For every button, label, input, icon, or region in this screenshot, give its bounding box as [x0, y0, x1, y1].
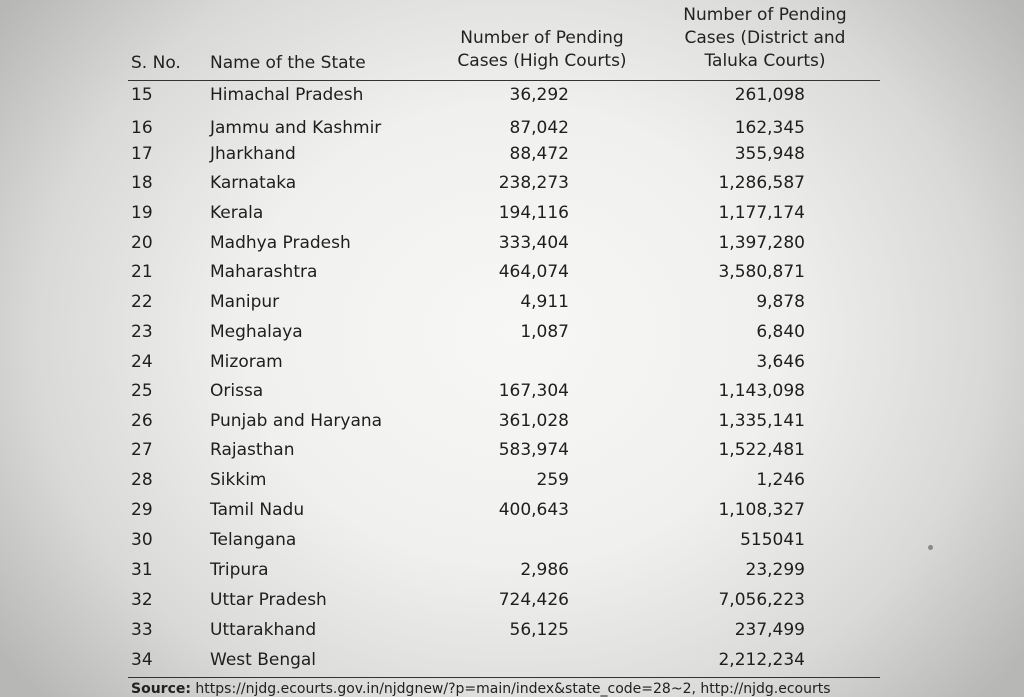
row-sno: 27 — [131, 440, 153, 460]
row-state-name: Mizoram — [210, 352, 283, 372]
row-state-name: Rajasthan — [210, 440, 295, 460]
row-district-courts: 7,056,223 — [718, 590, 805, 610]
row-sno: 21 — [131, 262, 153, 282]
row-state-name: Punjab and Haryana — [210, 411, 383, 431]
row-sno: 32 — [131, 590, 153, 610]
table-row — [0, 319, 1024, 345]
row-district-courts: 1,335,141 — [718, 411, 805, 431]
table-row — [0, 115, 1024, 141]
row-sno: 28 — [131, 470, 153, 490]
row-sno: 23 — [131, 322, 153, 342]
row-state-name: Meghalaya — [210, 322, 303, 342]
header-high-courts-line2: Cases (High Courts) — [457, 51, 627, 71]
row-high-courts: 2,986 — [520, 560, 569, 580]
row-district-courts: 355,948 — [734, 144, 805, 164]
table-row — [0, 437, 1024, 463]
row-state-name: Tamil Nadu — [210, 500, 305, 520]
header-high-courts-line1: Number of Pending — [460, 28, 624, 48]
table-row — [0, 230, 1024, 256]
row-district-courts: 1,108,327 — [718, 500, 805, 520]
row-sno: 26 — [131, 411, 153, 431]
row-state-name: Jharkhand — [210, 144, 296, 164]
header-district-line3: Taluka Courts) — [704, 51, 826, 71]
row-sno: 15 — [131, 85, 153, 105]
row-high-courts: 400,643 — [498, 500, 569, 520]
header-sno: S. No. — [131, 53, 181, 73]
row-state-name: Himachal Pradesh — [210, 85, 364, 105]
row-sno: 16 — [131, 118, 153, 138]
row-district-courts: 6,840 — [756, 322, 805, 342]
row-sno: 29 — [131, 500, 153, 520]
row-state-name: Sikkim — [210, 470, 267, 490]
row-sno: 24 — [131, 352, 153, 372]
row-state-name: Karnataka — [210, 173, 297, 193]
row-state-name: Tripura — [210, 560, 269, 580]
row-sno: 25 — [131, 381, 153, 401]
table-row — [0, 170, 1024, 196]
row-district-courts: 2,212,234 — [718, 650, 805, 670]
row-high-courts: 724,426 — [498, 590, 569, 610]
row-district-courts: 23,299 — [745, 560, 805, 580]
row-district-courts: 3,580,871 — [718, 262, 805, 282]
table-row — [0, 141, 1024, 167]
table-row — [0, 349, 1024, 375]
row-state-name: Telangana — [210, 530, 297, 550]
row-district-courts: 515041 — [740, 530, 805, 550]
row-state-name: Maharashtra — [210, 262, 318, 282]
row-district-courts: 3,646 — [756, 352, 805, 372]
table-row — [0, 467, 1024, 493]
table-row — [0, 378, 1024, 404]
row-state-name: Orissa — [210, 381, 264, 401]
row-state-name: Uttar Pradesh — [210, 590, 327, 610]
row-state-name: Uttarakhand — [210, 620, 317, 640]
header-state-name: Name of the State — [210, 53, 366, 73]
table-row — [0, 497, 1024, 523]
row-district-courts: 1,286,587 — [718, 173, 805, 193]
row-state-name: Kerala — [210, 203, 264, 223]
row-sno: 22 — [131, 292, 153, 312]
footer-rule — [128, 677, 880, 678]
row-sno: 20 — [131, 233, 153, 253]
table-row — [0, 617, 1024, 643]
row-sno: 30 — [131, 530, 153, 550]
row-high-courts: 194,116 — [498, 203, 569, 223]
row-sno: 19 — [131, 203, 153, 223]
row-high-courts: 1,087 — [520, 322, 569, 342]
row-high-courts: 583,974 — [498, 440, 569, 460]
row-sno: 33 — [131, 620, 153, 640]
row-high-courts: 36,292 — [509, 85, 569, 105]
table-row — [0, 82, 1024, 108]
row-high-courts: 361,028 — [498, 411, 569, 431]
table-row — [0, 647, 1024, 673]
row-state-name: Madhya Pradesh — [210, 233, 351, 253]
table-row — [0, 557, 1024, 583]
row-high-courts: 333,404 — [498, 233, 569, 253]
row-district-courts: 9,878 — [756, 292, 805, 312]
header-district-line1: Number of Pending — [683, 5, 847, 25]
table-row — [0, 200, 1024, 226]
source-label: Source: — [131, 681, 191, 697]
row-district-courts: 162,345 — [734, 118, 805, 138]
row-district-courts: 237,499 — [734, 620, 805, 640]
row-state-name: Jammu and Kashmir — [210, 118, 382, 138]
row-high-courts: 167,304 — [498, 381, 569, 401]
dust-speck — [928, 545, 933, 550]
row-sno: 18 — [131, 173, 153, 193]
row-high-courts: 464,074 — [498, 262, 569, 282]
row-high-courts: 87,042 — [509, 118, 569, 138]
row-high-courts: 259 — [536, 470, 569, 490]
source-text: https://njdg.ecourts.gov.in/njdgnew/?p=main/index&state_code=28~2, http://njdg.ecourts — [195, 681, 831, 697]
table-row — [0, 527, 1024, 553]
row-district-courts: 1,143,098 — [718, 381, 805, 401]
row-district-courts: 1,522,481 — [718, 440, 805, 460]
row-state-name: Manipur — [210, 292, 280, 312]
table-row — [0, 587, 1024, 613]
row-district-courts: 261,098 — [734, 85, 805, 105]
source-note — [131, 681, 891, 697]
row-sno: 31 — [131, 560, 153, 580]
row-district-courts: 1,177,174 — [718, 203, 805, 223]
row-high-courts: 238,273 — [498, 173, 569, 193]
row-district-courts: 1,397,280 — [718, 233, 805, 253]
row-high-courts: 88,472 — [509, 144, 569, 164]
row-high-courts: 56,125 — [509, 620, 569, 640]
table-row — [0, 408, 1024, 434]
row-sno: 34 — [131, 650, 153, 670]
row-state-name: West Bengal — [210, 650, 317, 670]
header-district-line2: Cases (District and — [684, 28, 846, 48]
row-high-courts: 4,911 — [520, 292, 569, 312]
row-sno: 17 — [131, 144, 153, 164]
table-row — [0, 289, 1024, 315]
table-row — [0, 259, 1024, 285]
row-district-courts: 1,246 — [756, 470, 805, 490]
